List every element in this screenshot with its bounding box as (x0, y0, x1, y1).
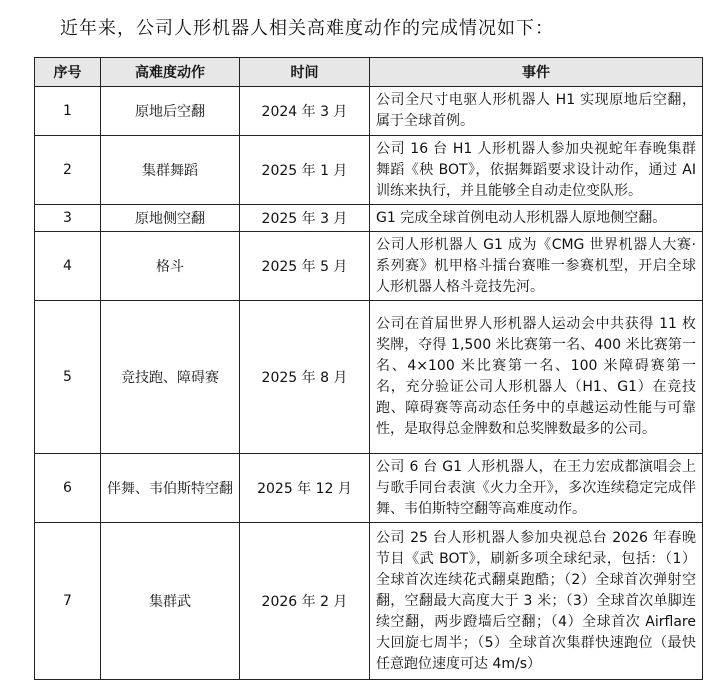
cell-no: 6 (35, 454, 101, 523)
cell-no: 7 (35, 523, 101, 680)
cell-no: 1 (35, 87, 101, 136)
cell-time: 2025 年 8 月 (240, 301, 370, 454)
cell-event: 公司 6 台 G1 人形机器人，在王力宏成都演唱会上与歌手同台表演《火力全开》，多次连续稳定完成伴舞、韦伯斯特空翻等高难度动作。 (370, 454, 703, 523)
intro-text: 近年来，公司人形机器人相关高难度动作的完成情况如下： (60, 18, 554, 39)
table-row (35, 523, 703, 680)
header-time: 时间 (240, 58, 370, 87)
actions-table (34, 57, 703, 680)
cell-time: 2025 年 1 月 (240, 136, 370, 205)
cell-no: 2 (35, 136, 101, 205)
table-row (35, 301, 703, 454)
cell-no: 5 (35, 301, 101, 454)
header-action: 高难度动作 (101, 58, 240, 87)
cell-time: 2026 年 2 月 (240, 523, 370, 680)
cell-action: 格斗 (101, 232, 240, 301)
cell-event: 公司在首届世界人形机器人运动会中共获得 11 枚奖牌，夺得 1,500 米比赛第一名、400 米比赛第一名、4×100 米比赛第一名、100 米障碍赛第一名，充分验证公司人形机器人（H1、G1）在竞技跑、障碍赛等高动态任务中的卓越运动性能与可靠性，是取得总金牌数和总奖牌数最多的公司。 (370, 301, 703, 454)
cell-action: 竞技跑、障碍赛 (101, 301, 240, 454)
cell-event: 公司人形机器人 G1 成为《CMG 世界机器人大赛·系列赛》机甲格斗擂台赛唯一参赛机型，开启全球人形机器人格斗竞技先河。 (370, 232, 703, 301)
cell-time: 2025 年 12 月 (240, 454, 370, 523)
header-no: 序号 (35, 58, 101, 87)
table-row (35, 205, 703, 232)
table-row (35, 454, 703, 523)
header-event: 事件 (370, 58, 703, 87)
cell-action: 原地后空翻 (101, 87, 240, 136)
cell-action: 伴舞、韦伯斯特空翻 (101, 454, 240, 523)
cell-action: 集群武 (101, 523, 240, 680)
table-row (35, 136, 703, 205)
cell-time: 2025 年 5 月 (240, 232, 370, 301)
cell-action: 集群舞蹈 (101, 136, 240, 205)
table-header-row (35, 58, 703, 87)
cell-event: 公司全尺寸电驱人形机器人 H1 实现原地后空翻，属于全球首例。 (370, 87, 703, 136)
cell-time: 2025 年 3 月 (240, 205, 370, 232)
cell-event: G1 完成全球首例电动人形机器人原地侧空翻。 (370, 205, 703, 232)
cell-event: 公司 16 台 H1 人形机器人参加央视蛇年春晚集群舞蹈《秧 BOT》，依据舞蹈要求设计动作，通过 AI 训练来执行，并且能够全自动走位变队形。 (370, 136, 703, 205)
table-row (35, 87, 703, 136)
cell-time: 2024 年 3 月 (240, 87, 370, 136)
cell-no: 3 (35, 205, 101, 232)
cell-event: 公司 25 台人形机器人参加央视总台 2026 年春晚节目《武 BOT》，刷新多项全球纪录，包括：（1）全球首次连续花式翻桌跑酷；（2）全球首次弹射空翻，空翻最大高度大于 3 米；（3）全球首次单脚连续空翻，两步蹬墙后空翻；（4）全球首次 Airflare 大回旋七周半；（5）全球首次集群快速跑位（最快任意跑位速度可达 4m/s） (370, 523, 703, 680)
cell-action: 原地侧空翻 (101, 205, 240, 232)
table-row (35, 232, 703, 301)
cell-no: 4 (35, 232, 101, 301)
